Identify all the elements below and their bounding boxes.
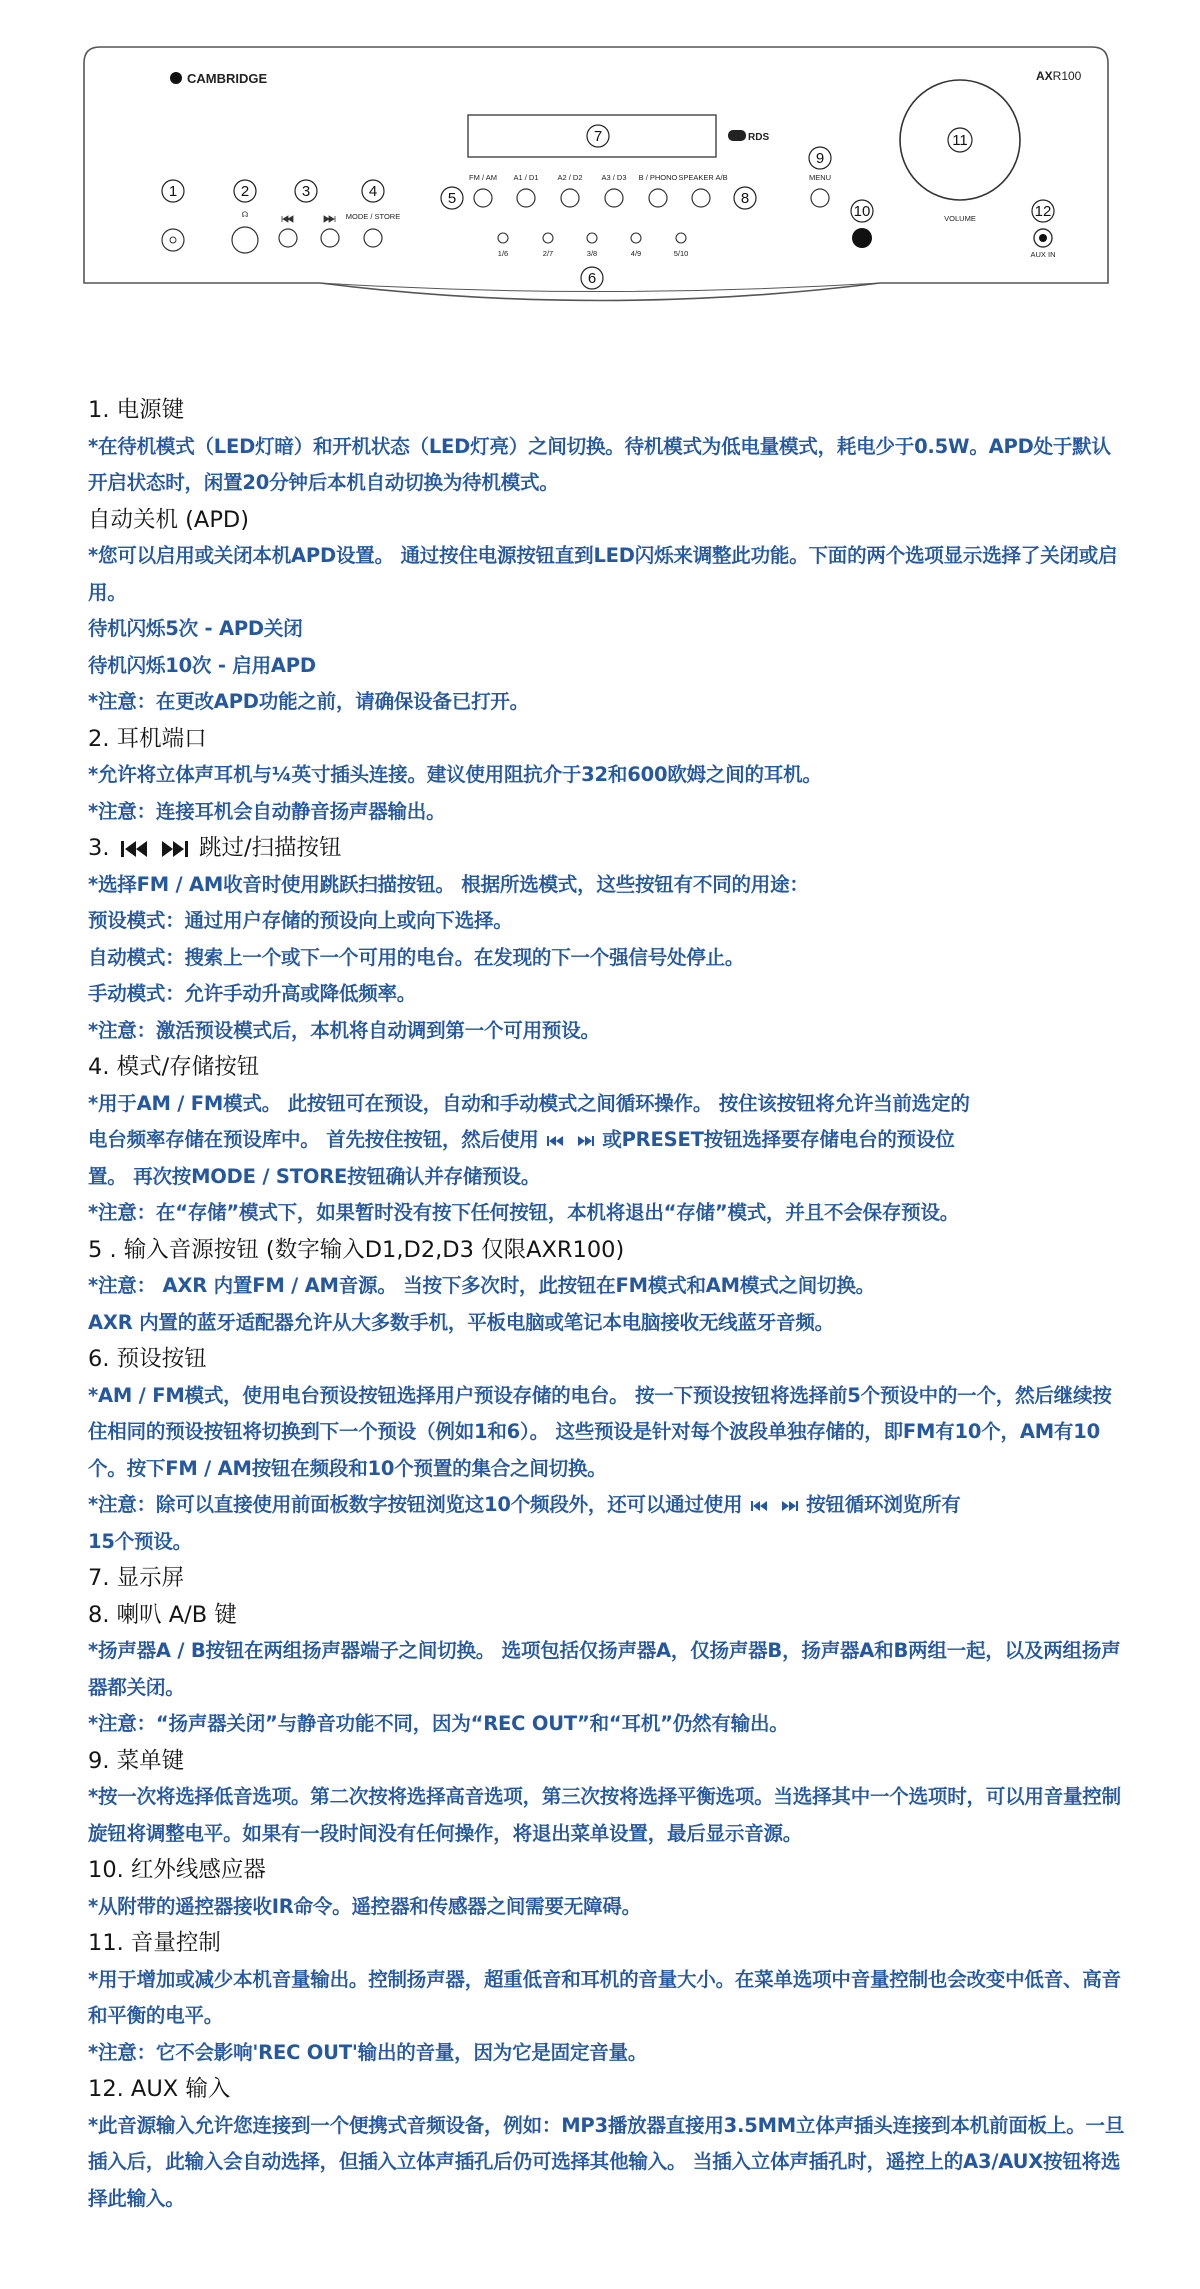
callout-10: 10 [853,203,871,220]
aux-in-label: AUX IN [1030,250,1056,259]
section-title-speaker-ab: 8. 喇叭 A/B 键 [88,1601,237,1628]
volume-label: VOLUME [944,214,976,223]
speaker-ab-button[interactable] [692,189,710,207]
preset-note-prefix: *注意：除可以直接使用前面板数字按钮浏览这10个频段外，还可以通过使用 [88,1493,743,1516]
speaker-ab-desc: *扬声器A / B按钮在两组扬声器端子之间切换。 选项包括仅扬声器A，仅扬声器B，扬声器A和B两组一起，以及两组扬声器都关闭。 [88,1639,1121,1699]
preset-note-line-2: 15个预设。 [88,1529,192,1553]
preset-desc: *AM / FM模式，使用电台预设按钮选择用户预设存储的电台。 按一下预设按钮将选择前5个预设中的一个，然后继续按住相同的预设按钮将切换到下一个预设（例如1和6）。 这些预设是针对每个波段单独存储的，即FM有10个，AM有10个。按下FM / AM按钮在频段和10个预置的集合之间切换。 [88,1383,1112,1480]
front-panel-diagram [0,0,1200,340]
preset-button-4[interactable] [631,233,641,243]
ir-sensor-desc: *从附带的遥控器接收IR命令。遥控器和传感器之间需要无障碍。 [88,1894,641,1918]
input-source-note: *注意： AXR 内置FM / AM音源。 当按下多次时，此按钮在FM模式和AM模式之间切换。 [88,1274,875,1297]
callout-3: 3 [301,183,311,200]
headphone-icon: ☊ [241,210,249,219]
skip-back-button[interactable] [279,229,297,247]
skip-preset-mode: 预设模式：通过用户存储的预设向上或向下选择。 [88,909,513,932]
power-button[interactable] [162,229,184,251]
volume-note: *注意：它不会影响'REC OUT'输出的音量，因为它是固定音量。 [88,2040,648,2064]
preset-button-2[interactable] [543,233,553,243]
skip-desc: *选择FM / AM收音时使用跳跃扫描按钮。 根据所选模式，这些按钮有不同的用途： [88,872,809,896]
apd-option-on: 待机闪烁10次 - 启用APD [88,653,316,677]
section-title-mode-store: 4. 模式/存储按钮 [88,1054,260,1080]
section-title-menu: 9. 菜单键 [88,1747,185,1774]
apd-desc: *您可以启用或关闭本机APD设置。 通过按住电源按钮直到LED闪烁来调整此功能。下面的两个选项显示选择了关闭或启用。 [88,544,1118,604]
source-label-b-phono: B / PHONO [638,173,678,182]
section-title-display: 7. 显示屏 [88,1565,185,1591]
mode-store-label: MODE / STORE [345,212,401,221]
mode-store-button[interactable] [364,229,382,247]
section-title-power: 1. 电源键 [88,397,185,423]
aux-in-center [1039,234,1047,242]
apd-note: *注意：在更改APD功能之前，请确保设备已打开。 [88,690,529,713]
menu-desc: *按一次将选择低音选项。第二次按将选择高音选项，第三次按将选择平衡选项。当选择其中一个选项时，可以用音量控制旋钮将调整电平。如果有一段时间没有任何操作，将退出菜单设置，最后显示音源。 [88,1785,1121,1845]
callout-11: 11 [952,132,968,149]
source-button-b-phono[interactable] [649,189,667,207]
skip-auto-mode: 自动模式：搜索上一个或下一个可用的电台。在发现的下一个强信号处停止。 [88,945,745,969]
callout-2: 2 [240,183,250,200]
front-panel-svg [0,0,1200,340]
mode-store-line-1: *用于AM / FM模式。 此按钮可在预设，自动和手动模式之间循环操作。 按住该按钮将允许当前选定的 [88,1091,970,1115]
source-button-a1-d1[interactable] [517,189,535,207]
callout-5: 5 [447,190,457,207]
skip-note: *注意：激活预设模式后，本机将自动调到第一个可用预设。 [88,1018,600,1042]
skip-back-icon [545,1134,567,1148]
section-title-apd: 自动关机 (APD) [88,506,249,533]
model-name: AXR100 [1036,69,1082,83]
headphone-desc: *允许将立体声耳机与¼英寸插头连接。建议使用阻抗介于32和600欧姆之间的耳机。 [88,763,822,786]
rds-logo-icon [728,130,746,141]
ir-sensor [852,228,872,248]
callout-4: 4 [368,183,378,200]
menu-button[interactable] [811,189,829,207]
skip-forward-button[interactable] [321,229,339,247]
callout-8: 8 [740,190,750,207]
preset-label-3: 3/8 [586,249,598,258]
headphone-note: *注意：连接耳机会自动静音扬声器输出。 [88,799,446,823]
preset-button-3[interactable] [587,233,597,243]
source-label-a3-d3: A3 / D3 [601,173,627,182]
section-title-headphone: 2. 耳机端口 [88,725,207,752]
source-button-a3-d3[interactable] [605,189,623,207]
skip-forward-icon [778,1499,800,1513]
speaker-ab-label: SPEAKER A/B [678,173,728,182]
skip-forward-icon [574,1134,596,1148]
source-button-fm-am[interactable] [474,189,492,207]
preset-note-suffix: 按钮循环浏览所有 [806,1493,961,1516]
input-source-bluetooth: AXR 内置的蓝牙适配器允许从大多数手机，平板电脑或笔记本电脑接收无线蓝牙音频。 [88,1310,834,1334]
mode-store-line-3: 置。 再次按MODE / STORE按钮确认并存储预设。 [88,1164,541,1188]
mode-store-line-2 [88,1122,1128,1159]
section-title-skip [88,830,1128,867]
rds-label: RDS [748,132,770,143]
callout-12: 12 [1034,203,1052,220]
aux-desc: *此音源输入允许您连接到一个便携式音频设备，例如：MP3播放器直接用3.5MM立体声插头连接到本机前面板上。一旦插入后，此输入会自动选择，但插入立体声插孔后仍可选择其他输入。 当插入立体声插孔时，遥控上的A3/AUX按钮将选择此输入。 [88,2113,1125,2210]
skip-title-text: 跳过/扫描按钮 [198,835,342,861]
mode-store-line-2-prefix: 电台频率存储在预设库中。 首先按住按钮，然后使用 [88,1128,539,1151]
apd-option-off: 待机闪烁5次 - APD关闭 [88,617,303,640]
instructions [88,392,1128,2217]
section-title-preset: 6. 预设按钮 [88,1346,207,1372]
preset-note-line-1 [88,1487,1128,1524]
brand-name: CAMBRIDGE [187,71,268,86]
brand-logo-icon [170,72,182,84]
preset-button-1[interactable] [498,233,508,243]
mode-store-line-2-suffix: 或PRESET按钮选择要存储电台的预设位 [602,1128,955,1151]
preset-label-5: 5/10 [673,249,689,258]
menu-label: MENU [808,173,832,182]
callout-1: 1 [168,183,178,200]
source-label-a2-d2: A2 / D2 [557,173,583,182]
preset-label-1: 1/6 [497,249,509,258]
preset-label-2: 2/7 [542,249,554,258]
callout-9: 9 [815,150,825,167]
preset-button-5[interactable] [676,233,686,243]
skip-back-icon [117,839,151,859]
preset-label-4: 4/9 [630,249,642,258]
section-title-volume: 11. 音量控制 [88,1930,221,1956]
mode-store-note: *注意：在“存储”模式下，如果暂时没有按下任何按钮，本机将退出“存储”模式，并且不会保存预设。 [88,1201,960,1224]
skip-title-number: 3. [88,835,110,861]
source-label-fm-am: FM / AM [469,173,497,182]
skip-manual-mode: 手动模式：允许手动升高或降低频率。 [88,982,417,1005]
speaker-ab-note: *注意：“扬声器关闭”与静音功能不同，因为“REC OUT”和“耳机”仍然有输出。 [88,1712,789,1735]
source-button-a2-d2[interactable] [561,189,579,207]
callout-6: 6 [587,270,597,287]
skip-back-icon [749,1499,771,1513]
callout-7: 7 [593,128,603,145]
skip-forward-icon [158,839,192,859]
headphone-jack [232,227,258,253]
section-title-input-source: 5 . 输入音源按钮 (数字输入D1,D2,D3 仅限AXR100) [88,1236,625,1263]
section-title-aux: 12. AUX 输入 [88,2076,231,2102]
power-desc: *在待机模式（LED灯暗）和开机状态（LED灯亮）之间切换。待机模式为低电量模式，耗电少于0.5W。APD处于默认开启状态时，闲置20分钟后本机自动切换为待机模式。 [88,434,1111,494]
source-label-a1-d1: A1 / D1 [513,173,539,182]
volume-desc: *用于增加或减少本机音量输出。控制扬声器，超重低音和耳机的音量大小。在菜单选项中音量控制也会改变中低音、高音和平衡的电平。 [88,1967,1121,2027]
section-title-ir-sensor: 10. 红外线感应器 [88,1857,266,1883]
